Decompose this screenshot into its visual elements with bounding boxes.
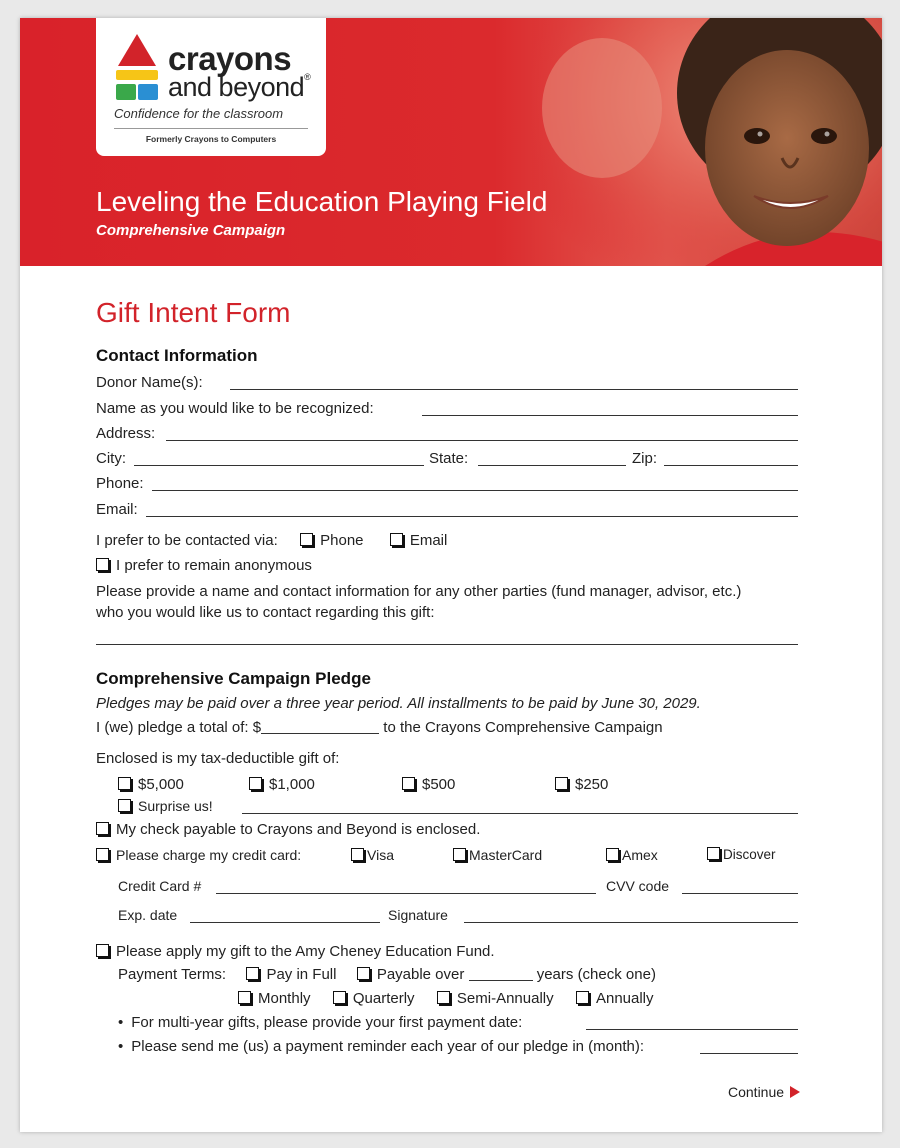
- email-field[interactable]: [146, 516, 798, 517]
- first-payment-date-field[interactable]: [586, 1029, 798, 1030]
- payment-terms-label: Payment Terms:: [118, 966, 227, 983]
- mastercard-label: MasterCard: [469, 847, 543, 863]
- amount-250-checkbox[interactable]: [555, 777, 568, 790]
- continue-label: Continue: [728, 1084, 785, 1100]
- play-arrow-icon: [790, 1086, 800, 1098]
- check-row: [96, 821, 480, 838]
- discover-label: Discover: [723, 847, 776, 862]
- apply-fund-label: Please apply my gift to the Amy Cheney Education Fund.: [116, 943, 495, 960]
- exp-date-field[interactable]: [190, 922, 380, 923]
- signature-label: Signature: [388, 907, 448, 923]
- donor-names-field[interactable]: [230, 389, 798, 390]
- amex-checkbox[interactable]: [606, 848, 619, 861]
- amount-label: $250: [575, 776, 609, 793]
- phone-checkbox[interactable]: [300, 533, 313, 546]
- amount-option-0: [118, 776, 184, 793]
- monthly-checkbox[interactable]: [238, 991, 251, 1004]
- pledge-total-suffix: to the Crayons Comprehensive Campaign: [383, 719, 663, 736]
- card-visa: [351, 847, 394, 863]
- amount-option-2: [402, 776, 455, 793]
- amount-label: $5,000: [138, 776, 184, 793]
- card-amex: [606, 847, 658, 863]
- bullet-icon: •: [118, 1038, 124, 1055]
- payable-over-label: Payable over: [376, 966, 465, 983]
- annually-label: Annually: [595, 990, 654, 1007]
- surprise-amount-field[interactable]: [242, 813, 798, 814]
- pay-in-full-label: Pay in Full: [266, 966, 337, 983]
- brand-name-line2: and beyond®: [168, 72, 311, 102]
- logo-card: [96, 18, 326, 156]
- zip-field[interactable]: [664, 465, 798, 466]
- card-discover: [707, 847, 776, 862]
- amount-1000-checkbox[interactable]: [249, 777, 262, 790]
- cvv-field[interactable]: [682, 893, 798, 894]
- apply-fund-row: [96, 943, 495, 960]
- pledge-note: Pledges may be paid over a three year period. All installments to be paid by June 30, 2029.: [96, 695, 701, 712]
- brand-formerly: Formerly Crayons to Computers: [145, 134, 277, 144]
- recognized-name-field[interactable]: [422, 415, 798, 416]
- phone-option-label: Phone: [320, 532, 364, 549]
- crayons-logo-icon: [114, 32, 160, 102]
- other-parties-text-2: who you would like us to contact regarding this gift:: [96, 604, 435, 621]
- surprise-row: [118, 798, 213, 814]
- amount-option-3: [555, 776, 608, 793]
- enclosed-label: Enclosed is my tax-deductible gift of:: [96, 750, 340, 767]
- card-mastercard: [453, 847, 542, 863]
- semi-annually-checkbox[interactable]: [437, 991, 450, 1004]
- pledge-total-prefix: I (we) pledge a total of: $: [96, 719, 262, 736]
- pledge-total-row: [96, 719, 663, 736]
- first-payment-label: For multi-year gifts, please provide your first payment date:: [131, 1014, 523, 1031]
- pledge-total-field[interactable]: [261, 721, 379, 734]
- payable-over-checkbox[interactable]: [357, 967, 370, 980]
- credit-card-label: Credit Card #: [118, 878, 202, 894]
- amount-option-1: [249, 776, 315, 793]
- brand-name-line1: crayons: [168, 40, 292, 77]
- pledge-heading: Comprehensive Campaign Pledge: [96, 669, 371, 688]
- phone-label: Phone:: [96, 475, 144, 492]
- anonymous-checkbox[interactable]: [96, 558, 109, 571]
- state-field[interactable]: [478, 465, 626, 466]
- prefer-contact-label: I prefer to be contacted via:: [96, 532, 278, 549]
- phone-field[interactable]: [152, 490, 798, 491]
- charge-card-checkbox[interactable]: [96, 848, 109, 861]
- zip-label: Zip:: [632, 450, 658, 467]
- form-title: Gift Intent Form: [96, 297, 291, 328]
- charge-label: Please charge my credit card:: [116, 847, 302, 863]
- amount-label: $500: [422, 776, 456, 793]
- visa-label: Visa: [367, 847, 394, 863]
- reminder-label: Please send me (us) a payment reminder each year of our pledge in (month):: [131, 1038, 645, 1055]
- signature-field[interactable]: [464, 922, 798, 923]
- form-page: [20, 18, 882, 1132]
- monthly-label: Monthly: [258, 990, 311, 1007]
- anonymous-label: I prefer to remain anonymous: [116, 557, 312, 574]
- logo-divider: [114, 128, 308, 129]
- frequency-row: [238, 990, 654, 1007]
- continue-link[interactable]: [728, 1084, 800, 1100]
- address-label: Address:: [96, 425, 156, 442]
- donor-names-label: Donor Name(s):: [96, 374, 203, 391]
- quarterly-label: Quarterly: [352, 990, 415, 1007]
- amount-5000-checkbox[interactable]: [118, 777, 131, 790]
- visa-checkbox[interactable]: [351, 848, 364, 861]
- first-payment-bullet: [118, 1014, 522, 1031]
- brand-tagline: Confidence for the classroom: [114, 106, 284, 121]
- banner-title: Leveling the Education Playing Field: [96, 186, 548, 217]
- header-banner: [20, 18, 882, 266]
- amex-label: Amex: [622, 847, 658, 863]
- annually-checkbox[interactable]: [576, 991, 589, 1004]
- charge-row: [96, 847, 301, 863]
- city-field[interactable]: [134, 465, 424, 466]
- apply-fund-checkbox[interactable]: [96, 944, 109, 957]
- years-field[interactable]: [469, 968, 533, 981]
- bullet-icon: •: [118, 1014, 124, 1031]
- child-photo: [532, 18, 882, 266]
- email-checkbox[interactable]: [390, 533, 403, 546]
- cvv-label: CVV code: [606, 878, 670, 894]
- amount-500-checkbox[interactable]: [402, 777, 415, 790]
- amount-label: $1,000: [269, 776, 315, 793]
- exp-date-label: Exp. date: [118, 907, 178, 923]
- surprise-label: Surprise us!: [138, 798, 213, 814]
- reminder-bullet: [118, 1038, 644, 1055]
- address-field[interactable]: [166, 440, 798, 441]
- recognized-name-label: Name as you would like to be recognized:: [96, 400, 374, 417]
- credit-card-field[interactable]: [216, 893, 596, 894]
- semi-annually-label: Semi-Annually: [456, 990, 554, 1007]
- banner-subtitle: Comprehensive Campaign: [96, 222, 286, 239]
- contact-heading: Contact Information: [96, 346, 258, 365]
- city-label: City:: [96, 450, 126, 467]
- other-parties-field[interactable]: [96, 644, 798, 645]
- email-label: Email:: [96, 501, 138, 518]
- quarterly-checkbox[interactable]: [333, 991, 346, 1004]
- check-enclosed-checkbox[interactable]: [96, 822, 109, 835]
- state-label: State:: [429, 450, 469, 467]
- anonymous-row: [96, 557, 312, 574]
- email-option-label: Email: [409, 532, 448, 549]
- years-check-one-label: years (check one): [536, 966, 656, 983]
- check-label: My check payable to Crayons and Beyond is enclosed.: [116, 821, 481, 838]
- other-parties-text-1: Please provide a name and contact information for any other parties (fund manager, advisor, etc.): [96, 583, 742, 600]
- contact-preference-row: [96, 532, 447, 549]
- surprise-checkbox[interactable]: [118, 799, 131, 812]
- payment-terms-row: [118, 966, 656, 983]
- discover-checkbox[interactable]: [707, 847, 720, 860]
- mastercard-checkbox[interactable]: [453, 848, 466, 861]
- reminder-month-field[interactable]: [700, 1053, 798, 1054]
- pay-in-full-checkbox[interactable]: [246, 967, 259, 980]
